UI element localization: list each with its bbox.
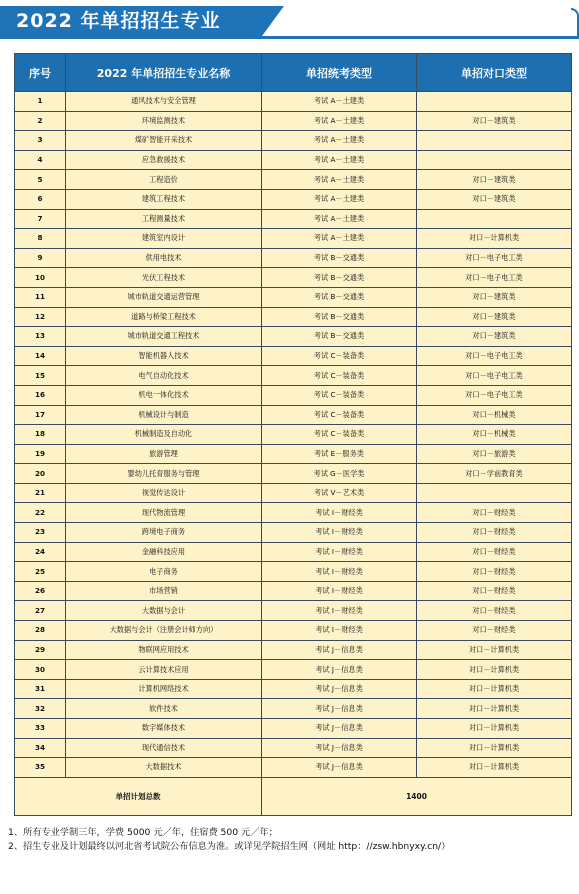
major-name: 电子商务	[66, 562, 262, 582]
counterpart-type: 对口－计算机类	[417, 660, 572, 680]
counterpart-type: 对口－计算机类	[417, 640, 572, 660]
counterpart-type: 对口－计算机类	[417, 758, 572, 778]
table-row	[15, 503, 572, 523]
counterpart-type: 对口－财经类	[417, 621, 572, 641]
exam-type: 考试 V－艺术类	[262, 483, 417, 503]
row-index: 25	[15, 562, 66, 582]
table-row	[15, 444, 572, 464]
major-name: 跨境电子商务	[66, 523, 262, 543]
col-header-exam-type: 单招统考类型	[262, 54, 417, 92]
exam-type: 考试 A－土建类	[262, 150, 417, 170]
counterpart-type: 对口－建筑类	[417, 287, 572, 307]
table-row	[15, 111, 572, 131]
counterpart-type: 对口－旅游类	[417, 444, 572, 464]
major-name: 煤矿智能开采技术	[66, 131, 262, 151]
exam-type: 考试 J－信息类	[262, 719, 417, 739]
counterpart-type: 对口－财经类	[417, 562, 572, 582]
counterpart-type: 对口－电子电工类	[417, 385, 572, 405]
counterpart-type: 对口－财经类	[417, 542, 572, 562]
major-name: 城市轨道交通工程技术	[66, 327, 262, 347]
exam-type: 考试 C－装备类	[262, 346, 417, 366]
table-row	[15, 464, 572, 484]
exam-type: 考试 I－财经类	[262, 542, 417, 562]
row-index: 20	[15, 464, 66, 484]
counterpart-type: 对口－建筑类	[417, 170, 572, 190]
col-header-major: 2022 年单招招生专业名称	[66, 54, 262, 92]
major-name: 供用电技术	[66, 248, 262, 268]
exam-type: 考试 B－交通类	[262, 268, 417, 288]
header-corner-line	[571, 8, 579, 36]
row-index: 31	[15, 679, 66, 699]
counterpart-type: 对口－计算机类	[417, 679, 572, 699]
table-row	[15, 346, 572, 366]
major-name: 应急救援技术	[66, 150, 262, 170]
counterpart-type: 对口－电子电工类	[417, 346, 572, 366]
table-row	[15, 542, 572, 562]
table-row	[15, 327, 572, 347]
major-name: 城市轨道交通运营管理	[66, 287, 262, 307]
major-name: 工程测量技术	[66, 209, 262, 229]
row-index: 21	[15, 483, 66, 503]
exam-type: 考试 I－财经类	[262, 601, 417, 621]
table-row	[15, 660, 572, 680]
major-name: 建筑室内设计	[66, 229, 262, 249]
table-row	[15, 405, 572, 425]
major-name: 通风技术与安全管理	[66, 92, 262, 112]
total-row	[15, 777, 572, 815]
table-row	[15, 209, 572, 229]
major-name: 大数据技术	[66, 758, 262, 778]
exam-type: 考试 A－土建类	[262, 92, 417, 112]
major-name: 市场营销	[66, 581, 262, 601]
row-index: 8	[15, 229, 66, 249]
row-index: 1	[15, 92, 66, 112]
table-row	[15, 131, 572, 151]
table-row	[15, 229, 572, 249]
exam-type: 考试 B－交通类	[262, 307, 417, 327]
row-index: 33	[15, 719, 66, 739]
row-index: 18	[15, 425, 66, 445]
table-row	[15, 621, 572, 641]
counterpart-type: 对口－建筑类	[417, 307, 572, 327]
row-index: 9	[15, 248, 66, 268]
exam-type: 考试 C－装备类	[262, 385, 417, 405]
major-name: 计算机网络技术	[66, 679, 262, 699]
row-index: 10	[15, 268, 66, 288]
row-index: 22	[15, 503, 66, 523]
row-index: 5	[15, 170, 66, 190]
row-index: 4	[15, 150, 66, 170]
major-name: 物联网应用技术	[66, 640, 262, 660]
header-rule	[0, 36, 579, 39]
counterpart-type: 对口－建筑类	[417, 111, 572, 131]
row-index: 19	[15, 444, 66, 464]
table-row	[15, 699, 572, 719]
exam-type: 考试 J－信息类	[262, 679, 417, 699]
footnotes	[8, 826, 574, 854]
title-banner	[0, 6, 290, 36]
major-name: 机械制造及自动化	[66, 425, 262, 445]
row-index: 29	[15, 640, 66, 660]
major-name: 道路与桥梁工程技术	[66, 307, 262, 327]
counterpart-type: 对口－机械类	[417, 425, 572, 445]
table-row	[15, 287, 572, 307]
table-row	[15, 366, 572, 386]
counterpart-type: 对口－财经类	[417, 523, 572, 543]
exam-type: 考试 B－交通类	[262, 327, 417, 347]
major-name: 建筑工程技术	[66, 189, 262, 209]
counterpart-type: 对口－计算机类	[417, 229, 572, 249]
counterpart-type: 对口－电子电工类	[417, 268, 572, 288]
counterpart-type: 对口－建筑类	[417, 189, 572, 209]
exam-type: 考试 C－装备类	[262, 405, 417, 425]
major-name: 机电一体化技术	[66, 385, 262, 405]
major-name: 电气自动化技术	[66, 366, 262, 386]
table-row	[15, 640, 572, 660]
counterpart-type	[417, 150, 572, 170]
exam-type: 考试 A－土建类	[262, 209, 417, 229]
table-header-row	[15, 54, 572, 92]
table-row	[15, 268, 572, 288]
major-name: 软件技术	[66, 699, 262, 719]
exam-type: 考试 I－财经类	[262, 581, 417, 601]
row-index: 2	[15, 111, 66, 131]
exam-type: 考试 C－装备类	[262, 366, 417, 386]
table-row	[15, 307, 572, 327]
table-row	[15, 738, 572, 758]
row-index: 17	[15, 405, 66, 425]
row-index: 7	[15, 209, 66, 229]
row-index: 6	[15, 189, 66, 209]
counterpart-type	[417, 92, 572, 112]
major-name: 工程造价	[66, 170, 262, 190]
major-name: 现代通信技术	[66, 738, 262, 758]
row-index: 3	[15, 131, 66, 151]
major-name: 智能机器人技术	[66, 346, 262, 366]
counterpart-type: 对口－建筑类	[417, 327, 572, 347]
row-index: 35	[15, 758, 66, 778]
exam-type: 考试 E－服务类	[262, 444, 417, 464]
table-row	[15, 601, 572, 621]
major-name: 大数据与会计	[66, 601, 262, 621]
table-row	[15, 92, 572, 112]
exam-type: 考试 J－信息类	[262, 660, 417, 680]
table-row	[15, 719, 572, 739]
counterpart-type: 对口－学前教育类	[417, 464, 572, 484]
major-name: 数字媒体技术	[66, 719, 262, 739]
table-row	[15, 189, 572, 209]
exam-type: 考试 J－信息类	[262, 699, 417, 719]
major-name: 旅游管理	[66, 444, 262, 464]
exam-type: 考试 G－医学类	[262, 464, 417, 484]
major-name: 大数据与会计（注册会计师方向）	[66, 621, 262, 641]
row-index: 27	[15, 601, 66, 621]
exam-type: 考试 I－财经类	[262, 523, 417, 543]
page-title: 2022 年单招招生专业	[16, 10, 221, 32]
counterpart-type: 对口－计算机类	[417, 699, 572, 719]
major-name: 现代物流管理	[66, 503, 262, 523]
counterpart-type: 对口－计算机类	[417, 719, 572, 739]
counterpart-type: 对口－电子电工类	[417, 248, 572, 268]
counterpart-type: 对口－财经类	[417, 601, 572, 621]
counterpart-type: 对口－财经类	[417, 503, 572, 523]
exam-type: 考试 B－交通类	[262, 248, 417, 268]
major-name: 云计算技术应用	[66, 660, 262, 680]
exam-type: 考试 A－土建类	[262, 111, 417, 131]
col-header-counterpart-type: 单招对口类型	[417, 54, 572, 92]
table-row	[15, 562, 572, 582]
exam-type: 考试 A－土建类	[262, 189, 417, 209]
row-index: 13	[15, 327, 66, 347]
table-row	[15, 150, 572, 170]
counterpart-type	[417, 209, 572, 229]
total-label: 单招计划总数	[15, 777, 262, 815]
row-index: 24	[15, 542, 66, 562]
enrollment-table	[14, 53, 572, 816]
major-name: 金融科技应用	[66, 542, 262, 562]
exam-type: 考试 I－财经类	[262, 621, 417, 641]
row-index: 34	[15, 738, 66, 758]
row-index: 26	[15, 581, 66, 601]
exam-type: 考试 I－财经类	[262, 562, 417, 582]
table-row	[15, 385, 572, 405]
row-index: 16	[15, 385, 66, 405]
row-index: 15	[15, 366, 66, 386]
counterpart-type	[417, 483, 572, 503]
exam-type: 考试 J－信息类	[262, 738, 417, 758]
counterpart-type: 对口－计算机类	[417, 738, 572, 758]
exam-type: 考试 C－装备类	[262, 425, 417, 445]
row-index: 14	[15, 346, 66, 366]
counterpart-type: 对口－财经类	[417, 581, 572, 601]
col-header-index: 序号	[15, 54, 66, 92]
table-row	[15, 758, 572, 778]
major-name: 视觉传达设计	[66, 483, 262, 503]
footnote-1: 1、所有专业学制三年，学费 5000 元／年，住宿费 500 元／年；	[8, 827, 278, 838]
table-row	[15, 170, 572, 190]
row-index: 11	[15, 287, 66, 307]
table-row	[15, 523, 572, 543]
row-index: 30	[15, 660, 66, 680]
exam-type: 考试 J－信息类	[262, 758, 417, 778]
exam-type: 考试 A－土建类	[262, 229, 417, 249]
table-row	[15, 248, 572, 268]
counterpart-type	[417, 131, 572, 151]
table-row	[15, 581, 572, 601]
row-index: 32	[15, 699, 66, 719]
exam-type: 考试 B－交通类	[262, 287, 417, 307]
table-row	[15, 679, 572, 699]
major-name: 婴幼儿托育服务与管理	[66, 464, 262, 484]
row-index: 12	[15, 307, 66, 327]
exam-type: 考试 A－土建类	[262, 131, 417, 151]
counterpart-type: 对口－机械类	[417, 405, 572, 425]
exam-type: 考试 I－财经类	[262, 503, 417, 523]
row-index: 23	[15, 523, 66, 543]
table-row	[15, 425, 572, 445]
exam-type: 考试 A－土建类	[262, 170, 417, 190]
total-value: 1400	[262, 777, 572, 815]
exam-type: 考试 J－信息类	[262, 640, 417, 660]
footnote-2: 2、招生专业及计划最终以河北省考试院公布信息为准。或详见学院招生网（网址 http：//zsw.hbnyxy.cn/）	[8, 841, 451, 852]
banner-tip	[262, 6, 284, 36]
row-index: 28	[15, 621, 66, 641]
major-name: 环境监测技术	[66, 111, 262, 131]
major-name: 光伏工程技术	[66, 268, 262, 288]
counterpart-type: 对口－电子电工类	[417, 366, 572, 386]
table-row	[15, 483, 572, 503]
major-name: 机械设计与制造	[66, 405, 262, 425]
